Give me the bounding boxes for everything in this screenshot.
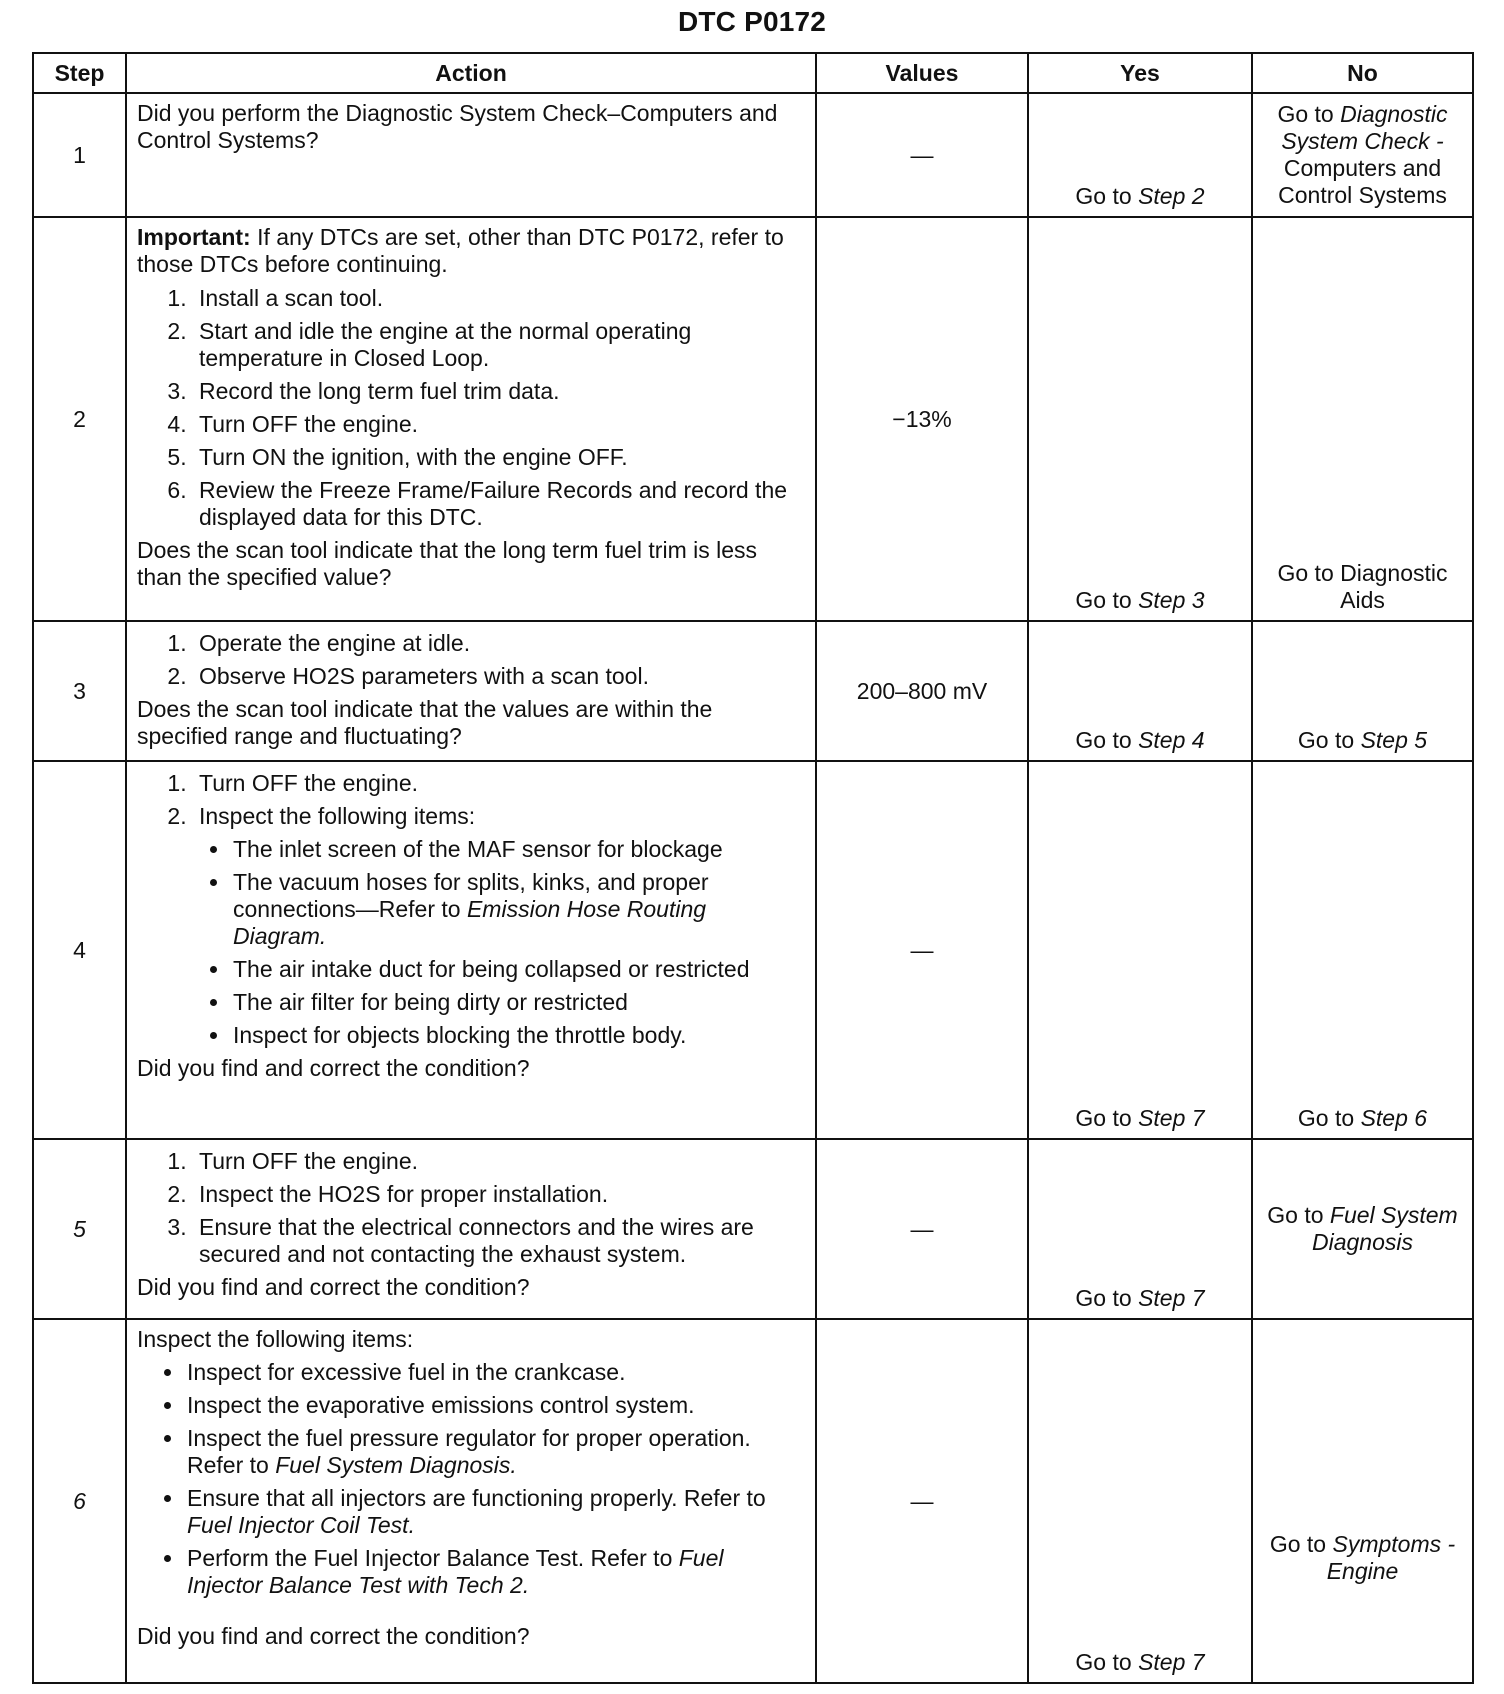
bullet-item [231,869,805,950]
header-values: Values [816,53,1028,93]
yes-cell [1028,1319,1252,1683]
action-cell [126,621,816,761]
question: Does the scan tool indicate that the values are within the specified range and fluctuating? [137,696,713,749]
list-item [193,803,805,1049]
table-row [33,93,1473,217]
value-cell: — [816,761,1028,1139]
procedure-list [137,770,805,1049]
no-prefix: Go to [1267,1202,1324,1228]
list-item: 1. Turn OFF the engine. [193,1148,805,1175]
no-cell [1252,217,1473,621]
no-cell [1252,761,1473,1139]
header-no: No [1252,53,1473,93]
list-item: 2. Inspect the HO2S for proper installation. [193,1181,805,1208]
bullet-item: • The air filter for being dirty or restricted [231,989,805,1016]
no-link[interactable]: Go to Diagnostic Aids [1277,560,1448,613]
bullet-item: • The inlet screen of the MAF sensor for blockage [231,836,805,863]
procedure-list [137,1148,805,1268]
spacer [137,1605,805,1623]
header-row [33,53,1473,93]
yes-cell [1028,1139,1252,1319]
question: Did you find and correct the condition? [137,1055,530,1081]
yes-prefix: Go to [1075,1649,1132,1675]
table-row [33,621,1473,761]
important-text: If any DTCs are set, other than DTC P0172, refer to those DTCs before continuing. [137,224,784,277]
action-cell [126,217,816,621]
list-item: 6. Review the Freeze Frame/Failure Records and record the displayed data for this DTC. [193,477,805,531]
no-link[interactable]: Fuel System Diagnosis [1312,1202,1458,1255]
yes-cell [1028,761,1252,1139]
list-item: 4. Turn OFF the engine. [193,411,805,438]
no-prefix: Go to [1297,1105,1355,1131]
page-title: DTC P0172 [677,6,827,37]
step-number: 6 [33,1319,126,1683]
list-item: 1. Install a scan tool. [193,285,805,312]
step-number: 1 [33,93,126,217]
yes-link[interactable]: Step 4 [1138,727,1205,753]
list-item: 2. Start and idle the engine at the normal operating temperature in Closed Loop. [193,318,805,372]
reference-link[interactable]: Fuel System Diagnosis. [275,1452,517,1478]
important-note [137,224,805,278]
action-cell [126,93,816,217]
yes-link[interactable]: Step 7 [1138,1105,1205,1131]
list-item-text: Inspect the following items: [199,803,476,829]
header-step: Step [33,53,126,93]
no-cell [1252,1139,1473,1319]
list-item: 2. Observe HO2S parameters with a scan tool. [193,663,805,690]
list-item: 5. Turn ON the ignition, with the engine OFF. [193,444,805,471]
procedure-list [137,285,805,531]
bullet-item [185,1425,805,1479]
yes-prefix: Go to [1075,183,1132,209]
yes-prefix: Go to [1075,587,1132,613]
question: Does the scan tool indicate that the long term fuel trim is less than the specified value? [137,537,758,590]
no-cell [1252,93,1473,217]
step-number: 4 [33,761,126,1139]
bullet-list [199,836,805,1049]
yes-cell [1028,621,1252,761]
bullet-item: • Inspect for excessive fuel in the crankcase. [185,1359,805,1386]
bullet-item [185,1485,805,1539]
value-cell: — [816,1139,1028,1319]
procedure-list [137,630,805,690]
yes-link[interactable]: Step 3 [1138,587,1205,613]
no-suffix: Computers and Control Systems [1278,155,1447,208]
no-prefix: Go to [1297,727,1355,753]
question: Did you find and correct the condition? [137,1623,530,1649]
bullet-text: Ensure that all injectors are functioning properly. Refer to [187,1485,766,1511]
table-row [33,1139,1473,1319]
header-yes: Yes [1028,53,1252,93]
value-cell: — [816,93,1028,217]
no-cell [1252,1319,1473,1683]
important-label: Important: [137,224,251,250]
list-item: 3. Record the long term fuel trim data. [193,378,805,405]
yes-link[interactable]: Step 7 [1138,1285,1205,1311]
bullet-list [137,1359,805,1599]
diagnostic-table [32,52,1474,1684]
no-link[interactable]: Diagnostic System Check - [1281,101,1448,154]
no-link[interactable]: Symptoms - Engine [1326,1531,1456,1584]
value-cell: — [816,1319,1028,1683]
reference-link[interactable]: Fuel Injector Balance Test with Tech 2. [187,1545,724,1598]
intro-text: Inspect the following items: [137,1326,414,1352]
reference-link[interactable]: Emission Hose Routing Diagram. [233,896,707,949]
bullet-item: • The air intake duct for being collapsed or restricted [231,956,805,983]
header-action: Action [126,53,816,93]
bullet-item [185,1545,805,1599]
bullet-text: The vacuum hoses for splits, kinks, and proper connections—Refer to [233,869,709,922]
step-number: 5 [33,1139,126,1319]
list-item: 1. Turn OFF the engine. [193,770,805,797]
yes-link[interactable]: Step 7 [1138,1649,1205,1675]
question: Did you perform the Diagnostic System Check–Computers and Control Systems? [137,100,778,153]
step-number: 3 [33,621,126,761]
bullet-text: Inspect the fuel pressure regulator for proper operation. Refer to [187,1425,751,1478]
list-item: 3. Ensure that the electrical connectors and the wires are secured and not contacting the exhaust system. [193,1214,805,1268]
table-row [33,761,1473,1139]
action-cell [126,1319,816,1683]
step-number: 2 [33,217,126,621]
no-cell [1252,621,1473,761]
bullet-item: • Inspect the evaporative emissions control system. [185,1392,805,1419]
no-link[interactable]: Step 5 [1360,727,1428,753]
action-cell [126,1139,816,1319]
action-cell [126,761,816,1139]
no-prefix: Go to [1277,101,1334,127]
list-item: 1. Operate the engine at idle. [193,630,805,657]
yes-prefix: Go to [1075,727,1132,753]
table-row [33,217,1473,621]
bullet-item: • Inspect for objects blocking the throttle body. [231,1022,805,1049]
yes-cell [1028,217,1252,621]
no-link[interactable]: Step 6 [1360,1105,1428,1131]
bullet-text: Perform the Fuel Injector Balance Test. Refer to [187,1545,673,1571]
table-row [33,1319,1473,1683]
yes-link[interactable]: Step 2 [1138,183,1205,209]
question: Did you find and correct the condition? [137,1274,530,1300]
yes-prefix: Go to [1075,1285,1132,1311]
value-cell: −13% [816,217,1028,621]
no-prefix: Go to [1269,1531,1327,1557]
value-cell: 200–800 mV [816,621,1028,761]
reference-link[interactable]: Fuel Injector Coil Test. [187,1512,415,1538]
yes-prefix: Go to [1075,1105,1132,1131]
yes-cell [1028,93,1252,217]
